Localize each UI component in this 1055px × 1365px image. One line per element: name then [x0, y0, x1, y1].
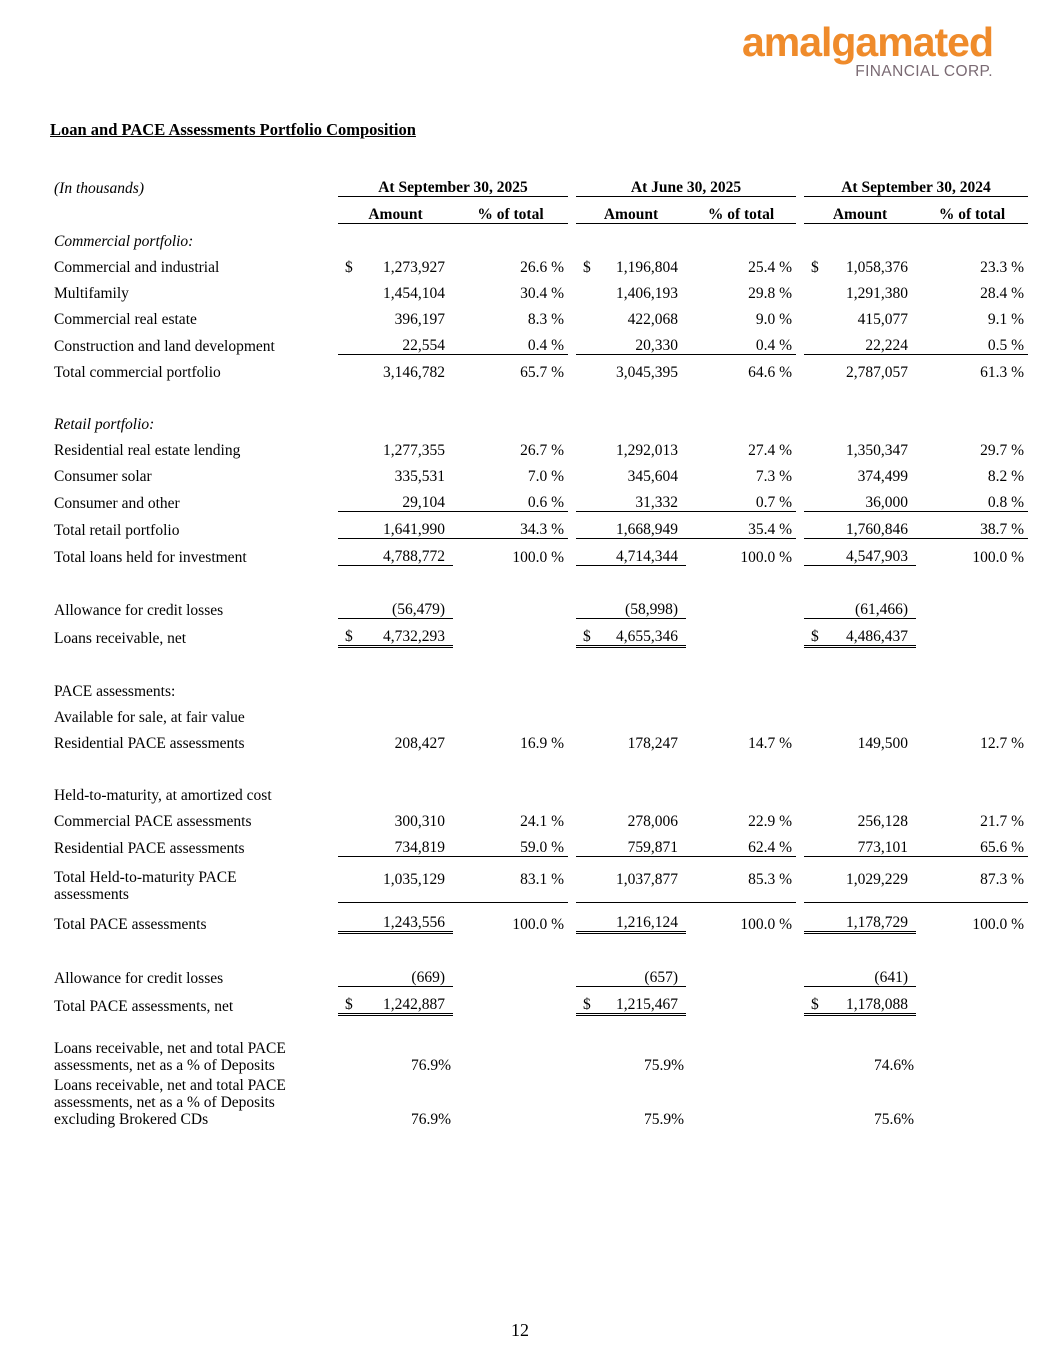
pct-cell: 64.6 % [748, 364, 792, 381]
table-row-total [50, 619, 1028, 647]
pct-cell: 0.5 % [916, 328, 1028, 355]
row-label: Residential real estate lending [54, 442, 241, 459]
pct-cell: 26.6 % [520, 259, 564, 276]
row-label: Loans receivable, net [54, 629, 187, 647]
amount-cell: 1,243,556 [338, 903, 453, 933]
column-header-amount: Amount [804, 197, 916, 224]
pct-cell: 8.3 % [527, 311, 564, 328]
row-label: Multifamily [54, 285, 129, 302]
section-header: PACE assessments: [54, 683, 176, 700]
column-header-amount: Amount [338, 197, 453, 224]
amount-cell: $ 1,178,088 [804, 987, 916, 1015]
amount-cell: $ 1,215,467 [576, 987, 686, 1015]
amount-cell: (669) [338, 960, 453, 987]
amount-cell: $ 4,732,293 [338, 619, 453, 647]
amount-cell: $ 1,242,887 [338, 987, 453, 1015]
amount-cell: 773,101 [804, 830, 916, 857]
pct-cell: 14.7 % [748, 735, 792, 752]
amount-cell: (641) [804, 960, 916, 987]
pct-cell: 59.0 % [453, 830, 568, 857]
amount-cell: 1,454,104 [383, 285, 445, 302]
column-header-pct: % of total [916, 197, 1028, 224]
amount-cell: 1,037,877 [576, 857, 686, 903]
amount-cell: 20,330 [576, 328, 686, 355]
amount-cell: 31,332 [576, 485, 686, 512]
section-header: Available for sale, at fair value [54, 709, 245, 726]
pct-cell: 85.3 % [686, 857, 796, 903]
amount-cell: 256,128 [857, 813, 908, 830]
amount-cell: 1,668,949 [576, 512, 686, 539]
pct-cell: 24.1 % [520, 813, 564, 830]
pct-cell: 9.1 % [987, 311, 1024, 328]
table-row-total [50, 512, 1028, 539]
amount-cell: 36,000 [804, 485, 916, 512]
row-label: Loans receivable, net and total PACE assessments, net as a % of Deposits [54, 1040, 286, 1074]
pct-cell: 62.4 % [686, 830, 796, 857]
logo-subtitle: FINANCIAL CORP. [855, 63, 993, 80]
pct-cell: 8.2 % [987, 468, 1024, 485]
pct-cell: 12.7 % [980, 735, 1024, 752]
pct-cell: 0.8 % [916, 485, 1028, 512]
ratio-cell: 75.9% [643, 1111, 684, 1128]
amount-cell: (657) [576, 960, 686, 987]
amount-cell: 300,310 [394, 813, 445, 830]
table-row [50, 250, 1028, 276]
logo-wordmark: amalgamated [741, 19, 993, 65]
amount-cell: $ 1,058,376 [811, 259, 908, 276]
table-row [50, 485, 1028, 512]
amount-cell: 4,714,344 [576, 539, 686, 566]
amount-cell: 4,547,903 [804, 539, 916, 566]
row-label: Total PACE assessments [54, 915, 207, 933]
pct-cell: 16.9 % [520, 735, 564, 752]
page-number: 12 [511, 1320, 529, 1340]
amount-cell: (56,479) [338, 592, 453, 619]
row-label: Loans receivable, net and total PACE assessments, net as a % of Deposits excluding Brokered CDs [54, 1077, 286, 1128]
amount-cell: 1,760,846 [804, 512, 916, 539]
row-label: Total commercial portfolio [54, 364, 221, 381]
table-row-ratio [50, 1038, 1028, 1074]
pct-cell: 21.7 % [980, 813, 1024, 830]
row-label: Residential PACE assessments [54, 839, 245, 857]
ratio-cell: 74.6% [873, 1057, 914, 1074]
table-row [50, 804, 1028, 830]
amount-cell: 178,247 [627, 735, 678, 752]
pct-cell: 23.3 % [980, 259, 1024, 276]
table-row [50, 726, 1028, 752]
pct-cell: 100.0 % [972, 548, 1024, 566]
row-label: Total Held-to-maturity PACE assessments [54, 868, 237, 903]
amount-cell: 1,641,990 [338, 512, 453, 539]
ratio-cell: 76.9% [410, 1111, 451, 1128]
row-label: Construction and land development [54, 337, 275, 355]
pct-cell: 0.6 % [453, 485, 568, 512]
amount-cell: 1,291,380 [846, 285, 908, 302]
table-row [50, 459, 1028, 485]
period-header-row [50, 170, 1028, 197]
pct-cell: 34.3 % [453, 512, 568, 539]
amount-cell: (58,998) [576, 592, 686, 619]
amount-cell: 345,604 [627, 468, 678, 485]
pct-cell: 100.0 % [512, 548, 564, 566]
table-row-total [50, 857, 1028, 903]
pct-cell: 28.4 % [980, 285, 1024, 302]
amount-cell: 734,819 [338, 830, 453, 857]
amount-cell: $ 4,486,437 [804, 619, 916, 647]
pct-cell: 65.6 % [916, 830, 1028, 857]
pct-cell: 26.7 % [520, 442, 564, 459]
amount-cell: 1,029,229 [804, 857, 916, 903]
pct-cell: 0.4 % [453, 328, 568, 355]
table-row [50, 276, 1028, 302]
section-header: Retail portfolio: [54, 416, 155, 433]
amount-cell: (61,466) [804, 592, 916, 619]
pct-cell: 38.7 % [916, 512, 1028, 539]
amount-cell: 374,499 [857, 468, 908, 485]
table-row [50, 328, 1028, 355]
amount-cell: 415,077 [857, 311, 908, 328]
table-row [50, 830, 1028, 857]
section-header: Held-to-maturity, at amortized cost [54, 787, 272, 804]
amount-cell: 1,277,355 [383, 442, 445, 459]
section-header: Commercial portfolio: [54, 233, 194, 250]
pct-cell: 0.4 % [686, 328, 796, 355]
amount-cell: 149,500 [857, 735, 908, 752]
amount-cell: 759,871 [576, 830, 686, 857]
row-label: Commercial PACE assessments [54, 813, 252, 830]
pct-cell: 29.8 % [748, 285, 792, 302]
pct-cell: 61.3 % [980, 364, 1024, 381]
row-label: Commercial and industrial [54, 259, 220, 276]
amount-cell: 1,350,347 [846, 442, 908, 459]
period-header: At September 30, 2025 [338, 170, 568, 197]
period-header: At June 30, 2025 [576, 170, 796, 197]
amount-cell: 3,146,782 [383, 364, 445, 381]
amount-cell: 29,104 [338, 485, 453, 512]
amount-cell: 3,045,395 [616, 364, 678, 381]
amount-cell: 1,216,124 [576, 903, 686, 933]
units-label: (In thousands) [54, 179, 144, 197]
amount-cell: 335,531 [394, 468, 445, 485]
company-logo [741, 19, 993, 80]
amount-cell: 278,006 [627, 813, 678, 830]
pct-cell: 100.0 % [512, 915, 564, 933]
ratio-cell: 76.9% [410, 1057, 451, 1074]
amount-cell: $ 1,273,927 [345, 259, 445, 276]
amount-cell: 208,427 [394, 735, 445, 752]
table-row-total [50, 539, 1028, 566]
amount-cell: $ 1,196,804 [583, 259, 678, 276]
table-row-total [50, 903, 1028, 933]
amount-cell: 1,178,729 [804, 903, 916, 933]
row-label: Allowance for credit losses [54, 969, 224, 987]
pct-cell: 9.0 % [755, 311, 792, 328]
column-header-amount: Amount [576, 197, 686, 224]
pct-cell: 29.7 % [980, 442, 1024, 459]
pct-cell: 22.9 % [748, 813, 792, 830]
amount-cell: 2,787,057 [846, 364, 908, 381]
pct-cell: 0.7 % [686, 485, 796, 512]
pct-cell: 100.0 % [740, 915, 792, 933]
column-header-row [50, 197, 1028, 224]
amount-cell: 1,292,013 [616, 442, 678, 459]
column-header-pct: % of total [686, 197, 796, 224]
row-label: Commercial real estate [54, 311, 197, 328]
table-row [50, 433, 1028, 459]
page-title: Loan and PACE Assessments Portfolio Composition [50, 120, 416, 139]
row-label: Total loans held for investment [54, 548, 247, 566]
amount-cell: 422,068 [627, 311, 678, 328]
pct-cell: 30.4 % [520, 285, 564, 302]
ratio-cell: 75.9% [643, 1057, 684, 1074]
pct-cell: 65.7 % [520, 364, 564, 381]
amount-cell: 22,554 [338, 328, 453, 355]
portfolio-composition-table [50, 170, 1028, 1128]
column-header-pct: % of total [453, 197, 568, 224]
amount-cell: 22,224 [804, 328, 916, 355]
row-label: Residential PACE assessments [54, 735, 245, 752]
amount-cell: 1,406,193 [616, 285, 678, 302]
pct-cell: 25.4 % [748, 259, 792, 276]
pct-cell: 27.4 % [748, 442, 792, 459]
table-row-total [50, 987, 1028, 1015]
table-row [50, 960, 1028, 987]
amount-cell: 4,788,772 [338, 539, 453, 566]
row-label: Consumer solar [54, 468, 152, 485]
table-row [50, 302, 1028, 328]
table-row-total [50, 355, 1028, 382]
pct-cell: 35.4 % [686, 512, 796, 539]
row-label: Allowance for credit losses [54, 601, 224, 619]
amount-cell: 396,197 [394, 311, 445, 328]
row-label: Total PACE assessments, net [54, 997, 234, 1015]
amount-cell: $ 4,655,346 [576, 619, 686, 647]
pct-cell: 100.0 % [740, 548, 792, 566]
amount-cell: 1,035,129 [338, 857, 453, 903]
pct-cell: 7.3 % [755, 468, 792, 485]
ratio-cell: 75.6% [873, 1111, 914, 1128]
pct-cell: 7.0 % [527, 468, 564, 485]
pct-cell: 87.3 % [916, 857, 1028, 903]
row-label: Consumer and other [54, 494, 180, 512]
pct-cell: 83.1 % [453, 857, 568, 903]
table-row [50, 592, 1028, 619]
row-label: Total retail portfolio [54, 521, 180, 539]
table-row-ratio [50, 1074, 1028, 1128]
period-header: At September 30, 2024 [804, 170, 1028, 197]
pct-cell: 100.0 % [972, 915, 1024, 933]
